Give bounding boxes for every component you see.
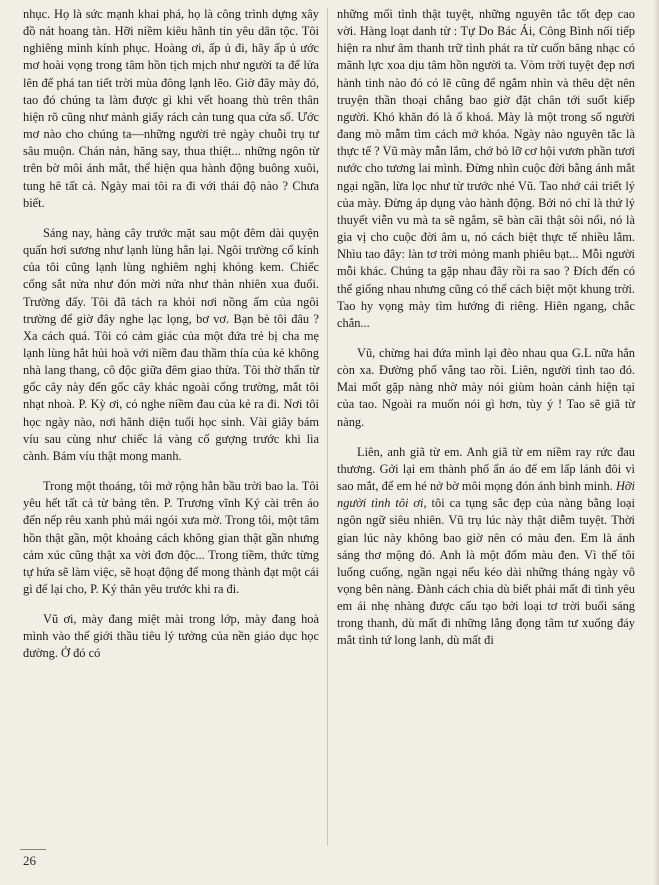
page-number: 26 xyxy=(23,853,36,868)
page-number-rule xyxy=(20,849,46,850)
right-text-column xyxy=(337,6,635,663)
left-text-column xyxy=(23,6,319,676)
paragraph: những mối tình thật tuyệt, những nguyên tắc tốt đẹp cao vời. Hàng loạt danh từ : Tự Do Bác Ái, Công Bình nối tiếp hiện ra như âm thanh trữ tình phát ra từ cuốn băng nhạc có mãnh lực xoa dịu tâm hồn người ta. Vòm trời tuyệt đẹp nơi hành tinh nào đó có lẽ cũng để ngắm nhìn và thêu dệt nên truyện thần thoại chẳng bao giờ đặt chân tới suốt kiếp người. Khó khăn đó là ổ khoá. Mày là một trong số người đang mò mẫm tìm cách mở khóa. Ngày nào nguyên tắc là thực tế ? Vũ mày mẫn lắm, chớ bỏ lỡ cơ hội vươn phần tươi nước cho tương lai mình. Đừng nhìn cuộc đời bằng ánh mắt ngại ngần, lừa lọc như từ trước nhé Vũ. Tao nhớ cái triết lý của mày. Đừng áp dụng vào hành động. Bởi nó chỉ là thứ lý thuyết viễn vu mà ta sẽ ngắm, sẽ bàn cãi thật sôi nổi, nó là gia vị cho cuộc đời âm u, nó cách biệt thực tế nhiều lắm. Nhìu tao đây: làn tơ trời mỏng manh phiêu bạt... Mỗi người mỗi khác. Chúng ta gặp nhau đây rồi ra sao ? Đích đến có thể giống nhau nhưng cũng có thể cách biệt một khung trời. Tao hy vọng mày tìm hướng đi riêng. Hiên ngang, chắc chắn... xyxy=(337,7,635,330)
paragraph: Liên, anh giã từ em. Anh giã từ em niềm ray rức đau thương. Gởi lại em thành phố ẩn áo để em lấp lánh đôi vì sao mắt, để em hé nở bờ môi mọng đón ánh bình minh. Hỡi người tình tôi ơi, tôi ca tụng sắc đẹp của nàng bằng loại ngôn ngữ siêu nhiên. Vũ trụ lúc này thật diễm tuyệt. Thời gian lúc này không bao giờ nên có màu đen. Em là ánh sáng thơ mộng đó. Anh là một đốm màu đen. Vì thế tôi luống cuống, ngần ngại nếu kéo dài những tháng ngày vô vọng bên nàng. Đành cách chia dù biết phải mất đi tình yêu em ái nhẹ nhàng được cấu tạo bởi loại tơ trời buổi sáng trong thanh, dù mất đi những lắng đọng tâm tư xuống đáy mắt tình tứ long lanh, dù mất đi xyxy=(337,444,635,648)
column-divider xyxy=(327,8,328,846)
paragraph: Sáng nay, hàng cây trước mặt sau một đêm dài quyện quấn hơi sương như lạnh lùng hẳn lại. Ngôi trường cổ kính của tôi cũng lạnh lùng nghiêm nghị khóng kem. Chiếc cổng sắt nửa như đón mời nửa như thản nhiên xua đuổi. Trường đấy. Tôi đã tách ra khỏi nơi nồng ấm của ngôi trường để giờ đây nghe lạc lọng, bơ vơ. Bạn bè tôi đâu ? Xa cách quá. Tôi có cảm giác của một đứa trẻ bị cha mẹ lạnh lùng hắt hủi hoà với niềm đau thầm thía của kẻ không nhà lang thang, cô độc giữa đêm giao thừa. Tôi thờ thẩn từ gốc cây này đến gốc cây khác ngoài cổng trường, mắt tôi nhạt nhoà. P. Kỳ ơi, có nghe niềm đau của kẻ ra đi. Nơi tôi học ngày nào, nơi hãnh diện tuổi học sinh. Vài giây bám víu sau cùng như chiếc lá vàng cố gượng trước khi lìa cành. Bám víu thật mong manh. xyxy=(23,225,319,463)
paragraph: Vũ ơi, mày đang miệt mài trong lớp, mày đang hoà mình vào thế giới thầu tiêu lý tưởng của nền giáo dục học đường. Ở đó có xyxy=(23,612,319,661)
paragraph: nhục. Họ là sức mạnh khai phá, họ là công trình dựng xây đồ nát hoang tàn. Hỡi niềm kiêu hãnh tin yêu dân tộc. Tôi nghiêng mình kính phục. Hoàng ơi, ấp ủ đi, hãy ấp ủ ước mơ hoài vọng trong tâm hồn tịch mịch như người ta để lửa lên để phá tan tiết trời mùa đông lạnh lẽo. Giờ đây mày đó, tao đó chúng ta làm được gì khi vết hoang thù trên thân hiện rõ cũng như mảnh giấy rách cản tung qua cửa sổ. Ước mơ nào cho chúng ta—những người trẻ ngày chuỗi trụ tư sâu muộn. Chán nản, hăng say, thua thiệt... những ngôn từ trên bờ môi ánh mắt, thể hiện qua hành động buông xuôi, tung hê tất cả. Ngày mai tôi ra đi với thái độ nào ? Chưa biết. xyxy=(23,7,319,210)
page-edge-shadow xyxy=(653,0,659,885)
italic-phrase: Hỡi người tình tôi ơi, xyxy=(337,479,635,511)
paragraph: Vũ, chừng hai đứa mình lại đèo nhau qua G.L nữa hẳn còn xa. Đường phố vắng tao rồi. Liên, người tình tao đó. Mai mốt gặp nàng nhờ mày nói giùm hoàn cảnh hiện tại của tao. Ngoài ra muốn nói gì hơn, tùy ý ! Tao sẽ giã từ nàng. xyxy=(337,345,635,429)
paragraph: Trong một thoáng, tôi mở rộng hẳn bầu trời bao la. Tôi yêu hết tất cả từ bảng tên. P. Trương vĩnh Ký cài trên áo đến nếp rêu xanh phủ mái ngói xưa mờ. Trong tôi, một tâm hồn thật gần, một khoảng cách không gian thật gần nhưng cảm xúc cũng thật xa vời đơn độc... Trong tiềm, thức từng tự hứa sẽ làm việc, sẽ hoạt động để mong thành đạt một cái gì để lại cho, P. Ký thân yêu trước khi ra đi. xyxy=(23,479,319,596)
